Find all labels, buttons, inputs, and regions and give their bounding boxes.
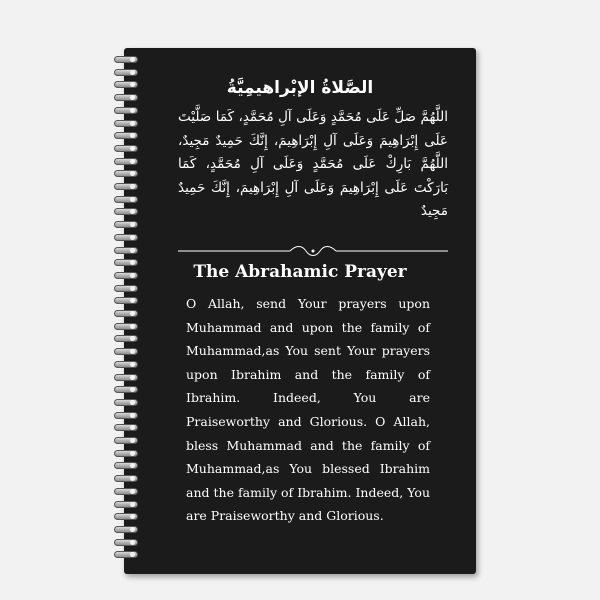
binding-hole xyxy=(130,248,135,253)
binding-hole xyxy=(130,197,135,202)
english-prayer-text: O Allah, send Your prayers upon Muhammad and upon the family of Muhammad,as You sent Your prayers upon Ibrahim and the family of Ibrahim. Indeed, You are Praiseworthy and Glorious. O Allah, bless Muhammad and the family of Muhammad,as You blessed Ibrahim and the family of Ibrahim. Indeed, You are Praiseworthy and Glorious. xyxy=(186,296,430,524)
binding-hole xyxy=(130,286,135,291)
binding-hole xyxy=(130,70,135,75)
binding-hole xyxy=(130,311,135,316)
binding-hole xyxy=(130,438,135,443)
arabic-prayer-text: اللَّهُمَّ صَلِّ عَلَى مُحَمَّدٍ وَعَلَى آلِ مُحَمَّدٍ، كَمَا صَلَّيْتَ عَلَى إِبْرَاهِيمَ وَعَلَى آلِ إِبْرَاهِيمَ، إِنَّكَ حَمِيدٌ مَجِيدٌ، اللَّهُمَّ بَارِكْ عَلَى مُحَمَّدٍ وَعَلَى آلِ مُحَمَّدٍ، كَمَا بَارَكْتَ عَلَى إِبْرَاهِيمَ وَعَلَى آلِ إِبْرَاهِيمَ، إِنَّكَ حَمِيدٌ مَجِيدٌ xyxy=(178,109,448,219)
binding-hole xyxy=(130,413,135,418)
binding-hole xyxy=(130,235,135,240)
binding-hole xyxy=(130,527,135,532)
english-title: The Abrahamic Prayer xyxy=(193,262,407,282)
binding-hole xyxy=(130,324,135,329)
binding-hole xyxy=(130,375,135,380)
binding-hole xyxy=(130,451,135,456)
binding-hole xyxy=(130,159,135,164)
binding-hole xyxy=(130,273,135,278)
binding-hole xyxy=(130,121,135,126)
binding-hole xyxy=(130,184,135,189)
binding-hole xyxy=(130,489,135,494)
binding-hole xyxy=(130,57,135,62)
spiral-binding xyxy=(114,56,140,566)
binding-hole xyxy=(130,362,135,367)
ornamental-divider xyxy=(178,245,448,257)
binding-hole xyxy=(130,502,135,507)
binding-hole xyxy=(130,400,135,405)
arabic-title: الصَّلاةُ الإبْراهيمِيَّةُ xyxy=(226,78,374,98)
binding-hole xyxy=(130,540,135,545)
binding-hole xyxy=(130,146,135,151)
binding-hole xyxy=(130,108,135,113)
